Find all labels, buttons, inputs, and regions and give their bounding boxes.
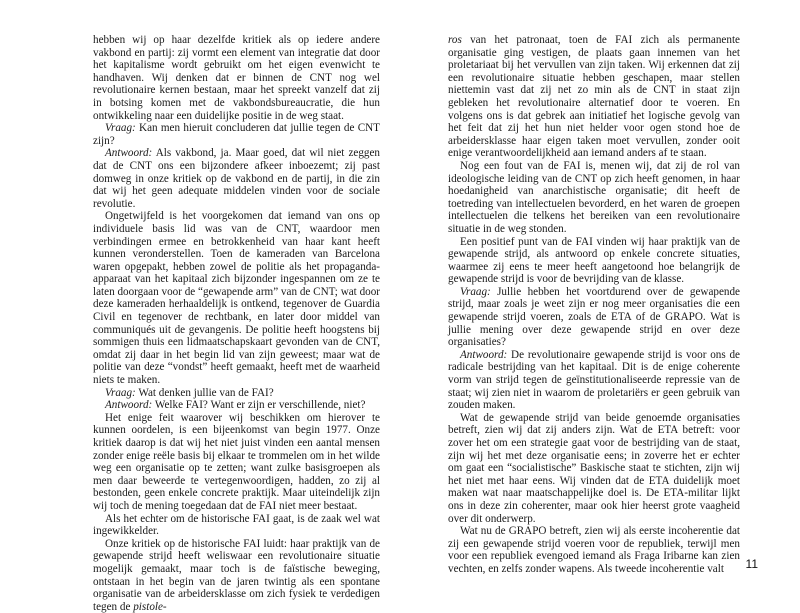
paragraph-text: Een positief punt van de FAI vinden wij haar praktijk van de gewapende strijd, als antwoord op enkele concrete situaties, waarmee zij eens te meer heeft aangetoond hoe belangrijk de gewapende strijd is voor de bevrijding van de klasse. — [448, 235, 740, 286]
left-text-column — [93, 34, 380, 613]
question-lead: Vraag: — [460, 285, 491, 298]
paragraph-text: Jullie hebben het voortdurend over de gewapende strijd, maar zoals je weet zijn er nog meer organisaties die een gewapende strijd voeren, zoals de ETA of de GRAPO. Wat is jullie mening over deze gewapende strijd en over deze organisaties? — [448, 285, 740, 349]
paragraph — [448, 34, 740, 160]
paragraph — [93, 122, 380, 147]
paragraph-text: Ongetwijfeld is het voorgekomen dat iemand van ons op individuele basis lid was van de CNT, waardoor men verbindingen ermee en betrokkenheid van haar kant heeft kunnen veronderstellen. Toen de kameraden van Barcelona waren opgepakt, hebben zowel de politie als het propaganda-apparaat van het kapitaal zich bijzonder ingespannen om ze te laten doorgaan voor de “gewapende arm” van de CNT; wat door deze kameraden herhaaldelijk is ontkend, tegenover de Guardia Civil en tegenover de rechtbank, en later door middel van communiqués uit de gevangenis. De politie heeft hoogstens bij sommigen thuis een lidmaatschapskaart gevonden van de CNT, omdat zij daar in het begin lid van zijn geweest; maar wat de politie van deze “vondst” heeft gemaakt, heeft met de waarheid niets te maken. — [93, 210, 380, 387]
italic-word: ros — [448, 34, 462, 46]
paragraph — [448, 160, 740, 236]
paragraph-text: De revolutionaire gewapende strijd is voor ons de radicale bestrijding van het kapitaal. Dit is de enige coherente vorm van strijd tegen de geïnstitutionaliseerde repressie van de staat; wij zien niet in waarom de proletariërs er geen gebruik van zouden maken. — [448, 348, 740, 412]
paragraph — [93, 513, 380, 538]
paragraph — [93, 147, 380, 210]
paragraph — [93, 387, 380, 400]
paragraph-text: Nog een fout van de FAI is, menen wij, dat zij de rol van ideologische leiding van de CNT op zich heeft genomen, in haar hoedanigheid van anarchistische organisatie; dit heeft de toetreding van intellectuelen bevorderd, en het waren de groepen intellectuelen die telkens het bereiken van een revolutionaire situatie in de weg stonden. — [448, 159, 740, 235]
paragraph-text: hebben wij op haar dezelfde kritiek als op iedere andere vakbond en partij: zij vormt een element van integratie dat door het kapitalisme wordt gebruikt om het eigen evenwicht te handhaven. Wij denken dat er binnen de CNT nog wel revolutionaire kernen bestaan, maar het spreekt vanzelf dat zij in botsing komen met de vakbondsbureaucratie, die hun ontwikkeling naar een duidelijke positie in de weg staat. — [93, 34, 380, 122]
answer-lead: Antwoord: — [105, 147, 153, 160]
right-page — [400, 0, 800, 585]
right-text-column — [448, 34, 740, 576]
paragraph-text: Wat de gewapende strijd van beide genoemde organisaties betreft, zien wij dat zij anders zijn. Wat de ETA betreft: voor zover het om een strategie gaat voor de bestrijding van de staat, zijn wij het met deze organisatie eens; in zoverre het er echter om gaat een “socialistische” Baskische staat te stichten, zijn wij het niet met haar eens. Wij vinden dat de ETA duidelijk moet maken wat naar maatschappelijke doel is. De ETA-militar lijkt ons in deze zin coherenter, maar ook hier heerst grote vaagheid over dit onderwerp. — [448, 411, 740, 525]
paragraph-text: Wat nu de GRAPO betreft, zien wij als eerste incoherentie dat zij een gewapende strijd voeren voor de republiek, terwijl men voor een republiek evengoed iemand als Fraga Iribarne kan zien vechten, en zelfs zonder wapens. Als tweede incoherentie valt — [448, 525, 740, 575]
paragraph-text: van het patronaat, toen de FAI zich als permanente organisatie ging vestigen, de plaats gaan innemen van het proletariaat bij het vervullen van zijn taken. Wij erkennen dat zij een revolutionaire situatie hebben geschapen, maar stellen niettemin vast dat zij net zo min als de CNT in staat zijn gebleken het revolutionaire alternatief door te voeren. En volgens ons is dat gebrek aan initiatief het logische gevolg van het feit dat zij het hun niet helder voor ogen stond hoe de arbeidersklasse haar eigen taken moet vervullen, zonder ooit enige verantwoordelijkheid aan iemand anders af te staan. — [448, 34, 740, 160]
paragraph-text: Welke FAI? Want er zijn er verschillende, niet? — [152, 399, 366, 412]
paragraph-text: Onze kritiek op de historische FAI luidt: haar praktijk van de gewapende strijd heeft weliswaar een revolutionaire situatie mogelijk gemaakt, maar toch is de faïstische beweging, ontstaan in het begin van de jaren twintig als een spontane organisatie van de arbeidersklasse om zich fysiek te verdedigen tegen de — [93, 537, 380, 613]
paragraph — [93, 210, 380, 386]
paragraph — [448, 525, 740, 575]
paragraph-text: Het enige feit waarover wij beschikken om hierover te kunnen oordelen, is een bijeenkomst van begin 1977. Onze kritiek daarop is dat wij het niet juist vinden een aantal mensen zonder enige reële basis bij elkaar te trommelen om in het wilde weg een organisatie op te zetten; want zulke basisgroepen als men daar beweerde te vertegenwoordigen, hadden, zo zij al bestonden, geen enkele concrete praktijk. Maar uiteindelijk zijn wij toch de mening toegedaan dat de FAI niet meer bestaat. — [93, 411, 380, 512]
paragraph — [93, 34, 380, 122]
paragraph — [448, 286, 740, 349]
paragraph — [448, 236, 740, 286]
paragraph — [93, 399, 380, 412]
question-lead: Vraag: — [105, 122, 136, 135]
italic-word: pistole- — [133, 600, 167, 613]
page-number: 11 — [745, 557, 758, 571]
paragraph — [93, 412, 380, 513]
answer-lead: Antwoord: — [460, 348, 508, 361]
paragraph — [448, 349, 740, 412]
paragraph — [448, 412, 740, 525]
paragraph-text: Als het echter om de historische FAI gaat, is de zaak wel wat ingewikkelder. — [93, 512, 380, 538]
answer-lead: Antwoord: — [105, 399, 153, 412]
paragraph — [93, 538, 380, 613]
paragraph-text: Wat denken jullie van de FAI? — [135, 386, 274, 399]
paragraph-text: Als vakbond, ja. Maar goed, dat wil niet zeggen dat de CNT ons een bijzondere afkeer inboezemt; zij past domweg in onze kritiek op de vakbond en de partij, in die zin dat wij het geen adequate middelen vinden voor de sociale revolutie. — [93, 147, 380, 210]
question-lead: Vraag: — [105, 386, 136, 399]
paragraph-text: Kan men hieruit concluderen dat jullie tegen de CNT zijn? — [93, 122, 380, 147]
